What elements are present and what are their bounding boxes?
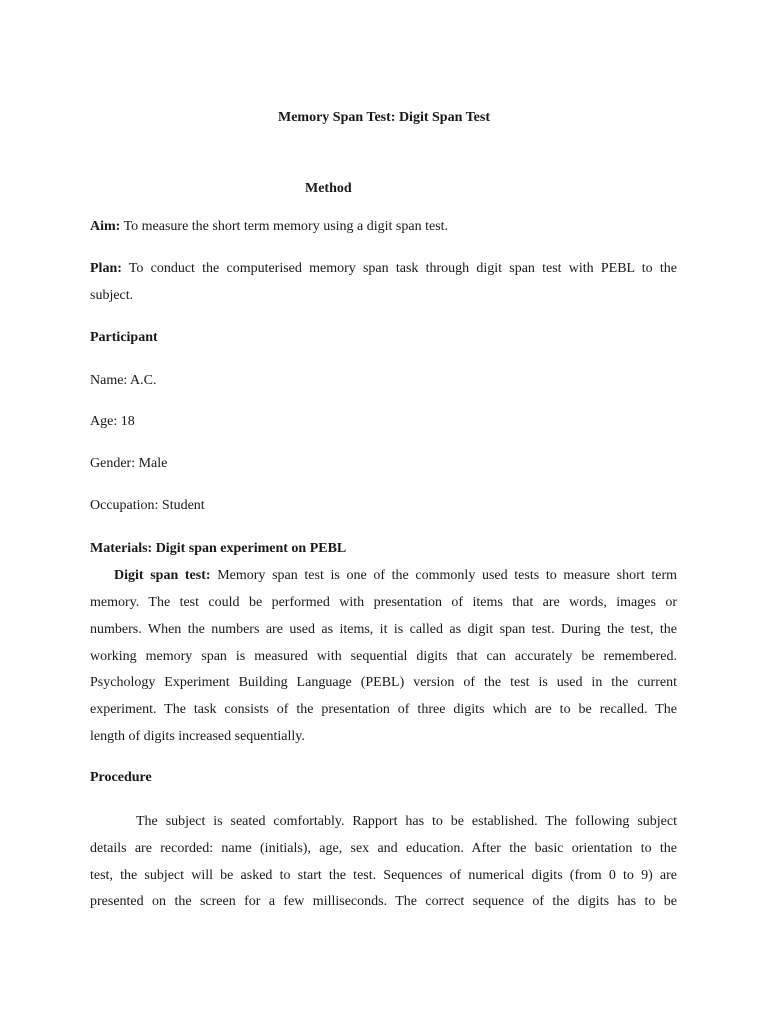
procedure-line-4: presented on the screen for a few milliseconds. The correct sequence of the digits has to be: [90, 894, 677, 909]
plan-text-1: To conduct the computerised memory span task through digit span test with PEBL to the: [121, 261, 677, 276]
plan-label: Plan:: [90, 261, 122, 276]
materials-line-6: experiment. The task consists of the presentation of three digits which are to be recalled. The: [90, 702, 677, 717]
method-heading: Method: [305, 181, 352, 196]
procedure-line-1: The subject is seated comfortably. Rapport has to be established. The following subject: [136, 814, 677, 829]
document-title: Memory Span Test: Digit Span Test: [278, 110, 490, 125]
plan-line-1: [90, 260, 677, 278]
participant-occupation: Occupation: Student: [90, 498, 205, 513]
materials-heading: Materials: Digit span experiment on PEBL: [90, 541, 347, 556]
materials-line-7: length of digits increased sequentially.: [90, 729, 305, 744]
participant-age: Age: 18: [90, 414, 135, 429]
materials-line-5: Psychology Experiment Building Language (PEBL) version of the test is used in the current: [90, 675, 677, 690]
materials-line-4: working memory span is measured with sequential digits that can accurately be remembered.: [90, 649, 677, 664]
participant-heading: Participant: [90, 330, 158, 345]
aim-label: Aim:: [90, 219, 121, 234]
plan-line-2: subject.: [90, 288, 134, 303]
participant-name: Name: A.C.: [90, 373, 157, 388]
materials-line-1: Digit span test: Memory span test is one of the commonly used tests to measure short term: [114, 568, 677, 583]
aim-text: To measure the short term memory using a digit span test.: [120, 219, 449, 234]
materials-line-3: numbers. When the numbers are used as items, it is called as digit span test. During the test, the: [90, 622, 677, 637]
digit-span-lead: Digit span test:: [114, 568, 211, 583]
procedure-line-3: test, the subject will be asked to start the test. Sequences of numerical digits (from 0 to 9) are: [90, 868, 677, 883]
procedure-line-2: details are recorded: name (initials), age, sex and education. After the basic orientation to the: [90, 841, 677, 856]
participant-gender: Gender: Male: [90, 456, 168, 471]
materials-line-2: memory. The test could be performed with presentation of items that are words, images or: [90, 595, 677, 610]
procedure-heading: Procedure: [90, 770, 152, 785]
aim-paragraph: [90, 218, 448, 236]
